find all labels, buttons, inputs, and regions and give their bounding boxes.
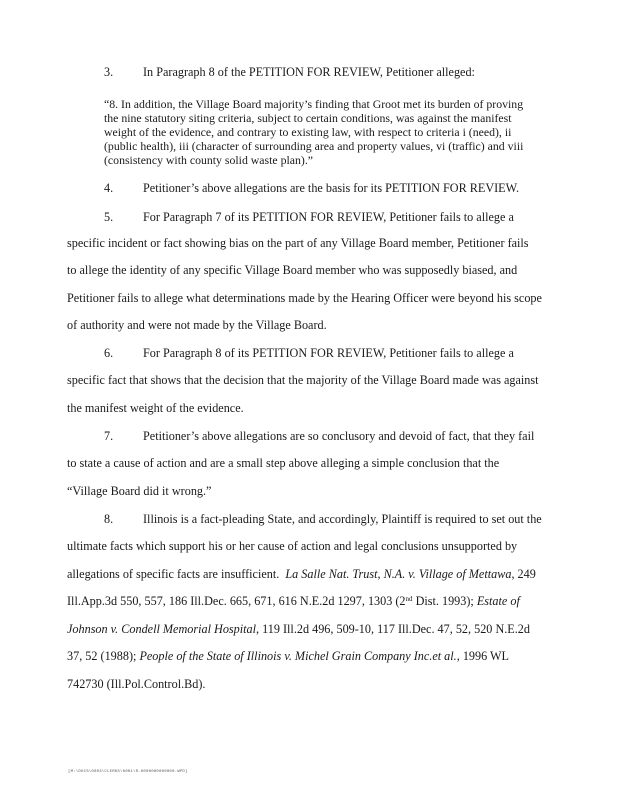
text-run: Ill.App.3d 550, 557, 186 Ill.Dec. 665, 671, 616 N.E.2d 1297, 1303 (2 bbox=[67, 594, 406, 608]
paragraph-3-number: 3. bbox=[104, 65, 114, 79]
quote-line: (public health), iii (character of surrounding area and property values, vi (traffic) and viii bbox=[104, 139, 524, 153]
quote-line: (consistency with county solid waste plan).” bbox=[104, 153, 314, 167]
paragraph-4-number: 4. bbox=[104, 181, 114, 195]
paragraph-8-first-line: Illinois is a fact-pleading State, and accordingly, Plaintiff is required to set out the bbox=[143, 512, 542, 526]
paragraph-7-first-line: Petitioner’s above allegations are so conclusory and devoid of fact, that they fail bbox=[143, 429, 535, 443]
paragraph-6-line: specific fact that shows that the decision that the majority of the Village Board made was against bbox=[67, 373, 539, 387]
paragraph-3-text: In Paragraph 8 of the PETITION FOR REVIEW, Petitioner alleged: bbox=[143, 65, 475, 79]
paragraph-8-line: ultimate facts which support his or her cause of action and legal conclusions unsupported by bbox=[67, 539, 518, 553]
text-run: 37, 52 (1988); bbox=[67, 649, 137, 663]
text-run: , 249 bbox=[511, 567, 536, 581]
text-run: , 119 Ill.2d 496, 509-10, 117 Ill.Dec. 47, 52, 520 N.E.2d bbox=[256, 622, 530, 636]
paragraph-8-line: 742730 (Ill.Pol.Control.Bd). bbox=[67, 677, 206, 691]
paragraph-6-line: the manifest weight of the evidence. bbox=[67, 401, 244, 415]
paragraph-6-number: 6. bbox=[104, 346, 114, 360]
paragraph-7-line: to state a cause of action and are a small step above alleging a simple conclusion that the bbox=[67, 456, 500, 470]
paragraph-4-text: Petitioner’s above allegations are the basis for its PETITION FOR REVIEW. bbox=[143, 181, 520, 195]
quote-line: weight of the evidence, and contrary to existing law, with respect to criteria i (need), ii bbox=[104, 125, 512, 139]
quote-line: “8. In addition, the Village Board majority’s finding that Groot met its burden of proving bbox=[104, 97, 524, 111]
paragraph-5-number: 5. bbox=[104, 210, 114, 224]
case-citation: Estate of bbox=[476, 594, 520, 608]
paragraph-5-line: Petitioner fails to allege what determinations made by the Hearing Officer were beyond his scope bbox=[67, 291, 542, 305]
text-run: allegations of specific facts are insufficient. bbox=[67, 567, 280, 581]
text-run: Dist. 1993); bbox=[412, 594, 474, 608]
paragraph-8-line bbox=[67, 594, 520, 608]
paragraph-7-line: “Village Board did it wrong.” bbox=[67, 484, 212, 498]
case-citation: Johnson v. Condell Memorial Hospital bbox=[67, 622, 257, 636]
paragraph-8-line bbox=[67, 567, 536, 581]
paragraph-5-line: to allege the identity of any specific Village Board member who was supposedly biased, and bbox=[67, 263, 518, 277]
paragraph-6-first-line: For Paragraph 8 of its PETITION FOR REVIEW, Petitioner fails to allege a bbox=[143, 346, 514, 360]
paragraph-5-line: specific incident or fact showing bias on the part of any Village Board member, Petitioner fails bbox=[67, 236, 529, 250]
paragraph-8-line bbox=[67, 649, 509, 663]
document-footer-id: [M:\DOCS\0003\CLERKS\0001\R-0000000000000.WPD] bbox=[68, 770, 188, 774]
ordinal-superscript: nd bbox=[405, 595, 413, 603]
paragraph-8-line bbox=[67, 622, 530, 636]
paragraph-5-line: of authority and were not made by the Village Board. bbox=[67, 318, 327, 332]
case-citation: People of the State of Illinois v. Michel Grain Company Inc.et al. bbox=[139, 649, 457, 663]
text-run: , 1996 WL bbox=[456, 649, 509, 663]
case-citation: La Salle Nat. Trust, N.A. v. Village of Mettawa bbox=[285, 567, 512, 581]
paragraph-7-number: 7. bbox=[104, 429, 114, 443]
paragraph-8-number: 8. bbox=[104, 512, 114, 526]
paragraph-5-first-line: For Paragraph 7 of its PETITION FOR REVIEW, Petitioner fails to allege a bbox=[143, 210, 514, 224]
quote-line: the nine statutory siting criteria, subject to certain conditions, was against the manifest bbox=[104, 111, 512, 125]
